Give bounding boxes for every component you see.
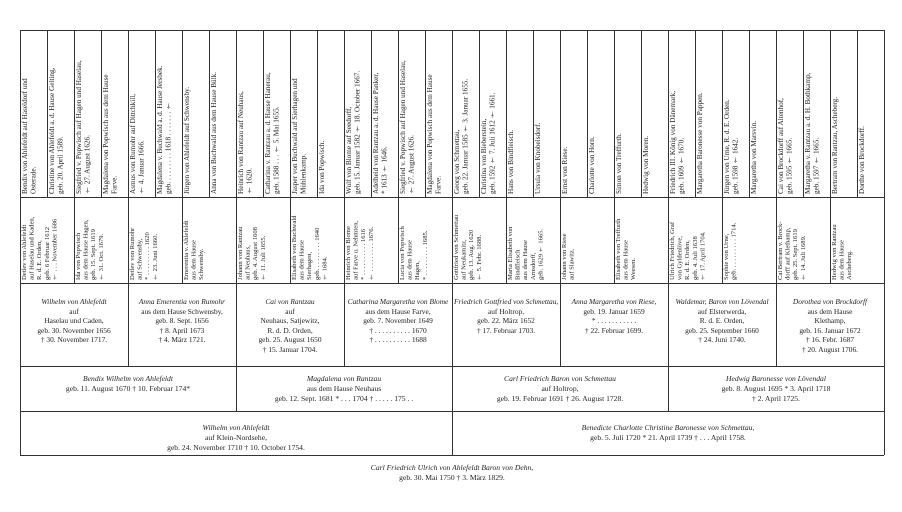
person-name: Friedrich Gottfried von Schmettau,	[454, 297, 558, 306]
row1-divider	[641, 30, 642, 197]
proband-name: Carl Friedrich Ulrich von Ahlefeldt Baron von Dehn,	[370, 463, 534, 472]
ancestor-gen4-cell: Sophie von Urne, geb. . . . . . . . . . 1714.	[723, 222, 738, 280]
ancestor-gen4-cell: Ida von Popwisch aus dem Hause Hagen, geb. 15. Sept. 1619 † 31. Oct. 1679.	[75, 219, 105, 280]
ancestor-gen5-cell: Ida von Popwisch.	[318, 140, 326, 194]
row1-divider-pair	[398, 30, 399, 197]
person-details: auf Elsterwerda, R. d. E. Orden, geb. 25. September 1660 † 24. Juni 1740.	[685, 306, 759, 345]
row1-divider	[587, 30, 588, 197]
ancestor-gen3-box	[346, 297, 450, 364]
ancestor-gen5-cell: Simon von Treffurth.	[615, 133, 623, 194]
row2-divider	[452, 197, 453, 283]
ancestor-gen5-cell: Cai von Brockdorff auf Altenhof, geb. 1595 † 1665.	[777, 98, 794, 194]
row1-divider	[317, 30, 318, 197]
ancestor-gen4-cell: Lucia von Popwisch aus dem Hause Hagen, * . . . . . . . . . 1685.	[399, 226, 429, 280]
person-details: aus dem Hause Farve, geb. 7. November 1649 † . . . . . . . . . . 1670 † . . . . . . . . . . 1688	[363, 306, 433, 345]
row1-divider-pair	[776, 30, 777, 197]
ancestor-gen5-cell: Magdalena von Popwisch aus dem Hause Farve.	[426, 74, 443, 194]
person-details: auf Neuhaus, Satjewitz, R. d. D. Orden, geb. 25. August 1650 † 15. Januar 1704.	[258, 306, 322, 354]
person-details: auf Klein-Nordsehe, geb. 24. November 1710 † 10. October 1754.	[167, 433, 305, 452]
ancestor-gen4-cell: Hedwig von Rantzau aus dem Hause Ascheberg.	[831, 224, 854, 280]
row1-divider	[803, 30, 804, 197]
ancestor-gen5-cell: Margaretha von Marsvin.	[750, 120, 758, 194]
ancestor-gen4-cell: Detlev von Ahlefeldt auf Haselau und Kaden, R. d. E. Orden, geb. 6 Februar 1612 † . . . November 1686	[21, 216, 59, 280]
frame-right	[884, 30, 885, 455]
person-details: geb. 8. August 1695 * 3. April 1718 † 2. April 1725.	[721, 384, 831, 403]
ancestor-gen5-cell: Catharina v. Rantzau a. d. Hause Hanerau, geb. 1588 . . . † 5. Mai 1655.	[264, 72, 281, 194]
row3-divider	[668, 283, 669, 366]
row2-divider	[722, 197, 723, 283]
row1-divider-pair	[236, 30, 237, 197]
row1-divider	[857, 30, 858, 197]
person-name: Wilhelm von Ahlefeldt	[41, 297, 107, 306]
ancestor-gen4-cell: Ulrich Friedrich, Graf von Gyldenlöve, R. d. E. Orden, geb. 4. Juli 1638 † 17. April 1704.	[669, 221, 707, 280]
ancestor-gen5-cell: Adelheid von Rantzau a. d. Hause Panker, * 1613 † 1646.	[372, 72, 389, 194]
ancestor-gen4-cell: Elisabeth von Buchwald aus dem Hause Sierhagen, geb. . . . . . . . . 1640 † 1684.	[291, 215, 329, 280]
ancestor-gen5-cell: Charlotte von Horn.	[588, 136, 596, 194]
row4-divider	[452, 366, 453, 411]
person-details: auf Holtrop, geb. 19. Februar 1691 † 26. August 1728.	[496, 384, 624, 403]
row1-divider	[533, 30, 534, 197]
row1-divider	[47, 30, 48, 197]
row1-divider-pair	[344, 30, 345, 197]
ancestor-gen5-cell: Magdalena von Popwisch aus dem Hause Farve.	[102, 74, 119, 194]
ancestor-gen5-cell: Christine von Ahlefeldt a. d. Hause Gelting, geb. 20. April 1589.	[48, 67, 65, 194]
ancestor-gen2-box	[22, 374, 234, 394]
ancestor-gen4-cell: Detlev von Rumohr auf Schwensby, * . . . . . . . . . 1620 † 23. Juni 1660.	[129, 227, 159, 280]
row1-divider	[209, 30, 210, 197]
ancestor-gen5-cell: Georg von Schmettau, geb. 22. Januar 1585 † 3. Januar 1655.	[453, 78, 470, 194]
row1-divider-pair	[290, 30, 291, 197]
row2-divider	[290, 197, 291, 283]
row1-divider-pair	[560, 30, 561, 197]
row1-divider	[749, 30, 750, 197]
ancestor-gen5-cell: Bertram von Rantzau, Ascheberg.	[831, 96, 839, 194]
row2-divider	[128, 197, 129, 283]
ancestor-gen4-cell: Elisabeth von Treffurth aus dem Hause Weesen.	[615, 218, 638, 280]
ancestor-gen3-box	[670, 297, 774, 364]
person-details: aus dem Hause Schwensby, geb. 8. Sept. 1656 † 8. April 1673 † 4. März 1721.	[141, 306, 223, 345]
row3-divider	[236, 283, 237, 366]
ancestor-gen5-cell: Wulf von Blome auf Seedorff, geb. 15. Januar 1582 † 18. October 1667.	[345, 70, 362, 194]
ancestor-gen1-box	[22, 423, 450, 453]
ancestor-gen3-box	[454, 297, 558, 364]
person-name: Carl Friedrich Baron von Schmettau	[504, 374, 616, 383]
person-details: geb. 5. Juli 1720 * 21. April 1739 † . . . April 1758.	[590, 433, 746, 442]
ancestor-gen5-cell: Friedrich III. König von Dänemark, geb. 1609 † 1670.	[669, 91, 686, 194]
person-name: Magdalena von Rantzau	[306, 374, 382, 383]
row5-bottom	[20, 455, 884, 456]
ancestor-gen3-box	[238, 297, 342, 364]
ancestor-gen5-cell: Margaretha v. Rantzau a. d. H. Bothkamp, geb. 1597 † 1665.	[804, 72, 821, 194]
person-name: Hedwig Baronesse von Lövendal	[726, 374, 826, 383]
ancestor-gen5-cell: Hans von Bindfleisch.	[507, 129, 515, 194]
person-name: Wilhelm von Ahlefeldt	[202, 423, 270, 432]
row2-divider	[668, 197, 669, 283]
ancestor-gen3-box	[562, 297, 666, 364]
person-name: Dorothea von Brockdorff	[792, 297, 868, 306]
row5-divider	[452, 411, 453, 455]
row1-divider	[263, 30, 264, 197]
ancestor-gen5-cell: Ernst von Riese.	[561, 146, 569, 194]
ancestor-gen5-cell: Siegfried v. Popwisch auf Hagen und Haselau, † 27. August 1626.	[399, 60, 416, 194]
ancestor-gen4-cell: Emerentia v. Ahlefeldt aus dem Hause Schwensby.	[183, 220, 206, 280]
ancestor-gen5-cell: Margaretha Baronesse von Pappen.	[696, 92, 704, 194]
row1-divider-pair	[74, 30, 75, 197]
ancestor-gen5-cell: Anna von Buchwald aus dem Hause Bülk.	[210, 72, 218, 194]
proband-details: geb. 30. Mai 1750 † 3. März 1829.	[399, 473, 505, 482]
ancestor-gen4-cell: Johann von Riese auf Slawitz.	[561, 233, 576, 280]
person-name: Waldemar, Baron von Lövendal	[675, 297, 769, 306]
person-name: Cai von Rantzau	[265, 297, 315, 306]
ancestor-gen5-cell: Heinrich von Rantzau auf Neuhaus, † 1620.	[237, 91, 254, 194]
row3-divider	[776, 283, 777, 366]
row1-divider	[695, 30, 696, 197]
ancestor-gen5-cell: Bendix von Ahlefeldt auf Haseldorf und Osterade.	[21, 78, 38, 194]
ancestor-gen5-cell: Siegfried v. Popwisch auf Hagen und Haselau, † 27. August 1626.	[75, 60, 92, 194]
row4-divider	[668, 366, 669, 411]
row2-divider	[74, 197, 75, 283]
person-name: Catharina Margaretha von Blome	[347, 297, 449, 306]
row1-divider-pair	[128, 30, 129, 197]
ancestor-gen3-box	[778, 297, 882, 364]
ancestor-gen4-cell: Heinrich von Blome auf Farve u. Nehmten, * . . . . . . . . . . 1616 † . . . . . . . . . 1676.	[345, 220, 375, 280]
ancestor-gen5-cell: Jasper von Buchwald auf Sierhagen und Mühlenkamp.	[291, 78, 308, 194]
row1-divider-pair	[722, 30, 723, 197]
ancestor-gen5-cell: Christina von Bieberstein, geb. 1592 † 7. Juli 1612 † 1661.	[480, 92, 497, 194]
row1-divider-pair	[614, 30, 615, 197]
ancestor-gen3-box	[22, 297, 126, 364]
ancestor-gen5-cell: Jürgen von Urne, R. d. E. Orden. geb. 1598 † 1642.	[723, 99, 740, 194]
row1-divider	[425, 30, 426, 197]
person-name: Anna Margaretha von Riese,	[571, 297, 657, 306]
person-details: geb. 11. August 1670 † 10. Februar 174*	[65, 384, 191, 393]
row1-divider	[371, 30, 372, 197]
row1-divider-pair	[452, 30, 453, 197]
ancestor-gen5-cell: Magdalena v. Buchwald a. d. Hause Jersbek. geb. . . . . . . . . 1618 . . . . . . . †	[156, 65, 173, 194]
ancestor-gen5-cell: Jürgen von Ahlefeldt auf Schwensby.	[183, 87, 191, 194]
row2-divider	[506, 197, 507, 283]
row2-divider	[614, 197, 615, 283]
ancestor-gen4-cell: Cai Bertram v. Brock- dorff auf Klethamp, geb. 25. Sept. 1619 † 14. Juli 1689.	[777, 221, 807, 280]
row2-divider	[776, 197, 777, 283]
person-name: Benedicte Charlotte Christine Baronesse von Schmettau,	[581, 423, 755, 432]
ancestor-gen4-cell: Johann von Rantzau auf Neuhaus, geb. 4. August 1608 † 11. Juli 1655.	[237, 226, 267, 280]
ancestor-gen5-cell: Hedwig von Moren.	[642, 135, 650, 194]
row2-divider	[830, 197, 831, 283]
person-details: geb. 19. Januar 1659 * . . . . . . . . . . . † 22. Februar 1699.	[583, 306, 645, 335]
person-details: auf Haselau und Caden, geb. 30. November 1656 † 30. November 1717.	[37, 306, 111, 345]
ancestor-gen5-cell: Dorthe von Brockdorff.	[858, 126, 866, 194]
ancestor-gen4-cell: Maria Elisabeth von Bindfleisch aus dem Hause Arnsdorff, geb. 1629 † 1665.	[507, 226, 545, 280]
row2-divider	[182, 197, 183, 283]
row3-divider	[560, 283, 561, 366]
ancestor-gen5-cell: Ursula von Knobelsdorf.	[534, 122, 542, 194]
ancestor-gen4-cell: Gottfried von Schmettau auf Neukamitz, geb. 13. Aug. 1620 † 5. Febr. 1688.	[453, 214, 483, 280]
person-details: aus dem Hause Klethamp, geb. 16. Januar 1672 † 16. Febr. 1687 † 20. August 1706.	[799, 306, 861, 354]
row1-divider-pair	[506, 30, 507, 197]
ancestor-gen2-box	[670, 374, 882, 404]
row1-divider-pair	[182, 30, 183, 197]
row3-divider	[344, 283, 345, 366]
row3-divider	[128, 283, 129, 366]
row1-divider	[101, 30, 102, 197]
row1-divider	[155, 30, 156, 197]
row1-divider-pair	[668, 30, 669, 197]
person-name: Bendix Wilhelm von Ahlefeldt	[83, 374, 173, 383]
row2-divider	[398, 197, 399, 283]
ancestor-gen2-box	[454, 374, 666, 404]
ancestor-gen1-box	[454, 423, 882, 443]
ancestor-gen2-box	[238, 374, 450, 404]
row2-divider	[560, 197, 561, 283]
row1-divider	[479, 30, 480, 197]
ancestor-gen5-cell: Asmus von Rumohr auf Dittchkill, † 4. Januar 1666.	[129, 93, 146, 194]
person-details: auf Holtrop, geb. 22. März 1652 † 17. Februar 1703.	[476, 306, 536, 335]
person-details: aus dem Hause Neuhaus geb. 12. Sept. 1681 * . . . 1704 † . . . . . 175 . .	[274, 384, 414, 403]
row3-divider	[452, 283, 453, 366]
row2-divider	[344, 197, 345, 283]
ancestor-gen3-box	[130, 297, 234, 364]
row4-divider	[236, 366, 237, 411]
proband-box	[20, 463, 884, 483]
row1-divider-pair	[830, 30, 831, 197]
row2-divider	[236, 197, 237, 283]
person-name: Anna Emerentia von Rumohr	[138, 297, 226, 306]
